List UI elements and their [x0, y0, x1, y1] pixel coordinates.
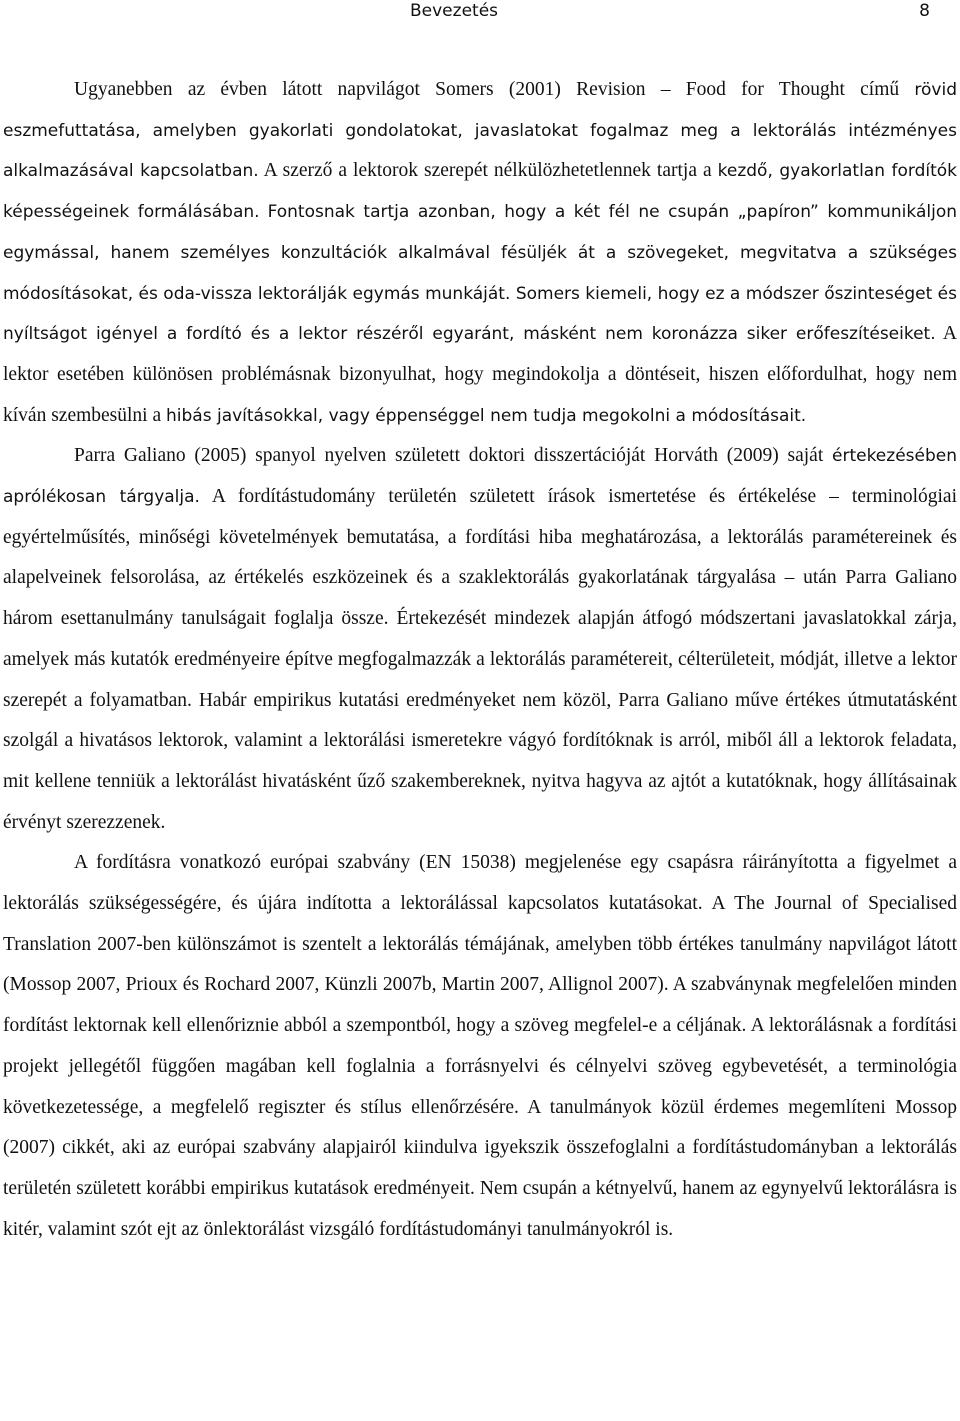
text-run — [260, 201, 268, 222]
paragraph-1 — [3, 70, 957, 436]
text-run: Fontosnak tartja azonban, hogy a két fél ne csupán „papíron” kommunikáljon egymással, hanem személyes konzultációk alkalmával fésüljék át a szövegeket, megvitatva a szükséges módosításokat, és oda-vissza lektorálják egymás munkáját. Somers kiemeli, hogy ez a módszer őszinteséget és nyíltságot igényel a fordító és a lektor részéről egyaránt, másként nem koronázza siker erőfeszítéseiket. — [3, 202, 957, 345]
text-run: kezdő, gyakorlatlan fordítók képességeinek formálásában. — [3, 161, 958, 223]
text-run: rövid eszmefuttatása, amelyben gyakorlati gondolatokat, javaslatokat fogalmaz meg a lektorálás intézményes alkalmazásával kapcsolatban. — [3, 80, 957, 182]
chapter-title: Bevezetés — [410, 1, 499, 21]
paragraph-3 — [3, 843, 957, 1250]
running-header — [0, 0, 960, 26]
text-run: Ugyanebben az évben látott napvilágot Somers (2001) Revision – Food for Thought című — [74, 79, 915, 100]
paragraph-2 — [3, 436, 957, 843]
text-run: A fordításra vonatkozó európai szabvány (EN 15038) megjelenése egy csapásra ráirányította a figyelmet a lektorálás szükségességére, és újára indította a lektorálással kapcsolatos kutatásokat. A The Journal of Specialised Translation 2007-ben különszámot is szentelt a lektorálás témájának, amelyben több értékes tanulmány napvilágot látott (Mossop 2007, Prioux és Rochard 2007, Künzli 2007b, Martin 2007, Allignol 2007). A szabványnak megfelelően minden fordítást lektornak kell ellenőriznie abból a szempontból, hogy a szöveg megfelel-e a céljának. A lektorálásnak a fordítási projekt jellegétől függően magában kell foglalnia a forrásnyelvi és célnyelvi szöveg egybevetését, a terminológia következetessége, a megfelelő regiszter és stílus ellenőrzésére. A tanulmányok közül érdemes megemlíteni Mossop (2007) cikkét, aki az európai szabvány alapjairól kiindulva igyekszik összefoglalni a fordítástudományban a lektorálás területén született korábbi empirikus kutatások eredményeit. Nem csupán a kétnyelvű, hanem az egynyelvű lektorálásra is kitér, valamint szót ejt az önlektorálást vizsgáló fordítástudományi tanulmányokról is. — [3, 852, 957, 1240]
body-text — [3, 70, 957, 1250]
text-run: hibás javításokkal, vagy éppenséggel nem tudja megokolni a módosításait. — [166, 405, 807, 426]
text-run: A lektor esetében különösen problémásnak bizonyulhat, hogy megindokolja a döntéseit, hiszen előfordulhat, hogy nem kíván szembesülni a — [3, 323, 957, 426]
text-run: A fordítástudomány területén született írások ismertetése és értékelése – terminológiai egyértelműsítés, minőségi követelmények bemutatása, a fordítási hiba meghatározása, a lektorálás paramétereinek és alapelveinek felsorolása, az értékelés eszközeinek és a szaklektorálás gyakorlatának tárgyalása – után Parra Galiano három esettanulmány tanulságait foglalja össze. Értekezését mindezek alapján átfogó módszertani javaslatokkal zárja, amelyek más kutatók eredményeire építve megfogalmazzák a lektorálás paramétereit, célterületeit, módját, illetve a lektor szerepét a folyamatban. Habár empirikus kutatási eredményeket nem közöl, Parra Galiano műve értékes útmutatásként szolgál a hivatásos lektorok, valamint a lektorálási ismeretekre vágyó fordítóknak is arról, miből áll a lektorok feladata, mit kellene tenniük a lektorálást hivatásként űző szakembereknek, nyitva hagyva az ajtót a kutatóknak, hogy állításainak érvényt szerezzenek. — [3, 486, 957, 833]
text-run: A szerző a lektorok szerepét nélkülözhetetlennek tartja a — [258, 160, 718, 182]
text-run: Parra Galiano (2005) spanyol nyelven született doktori disszertációját Horváth (2009) saját — [74, 445, 832, 467]
text-run: értekezésében aprólékosan tárgyalja. — [3, 446, 957, 508]
page-number: 8 — [919, 1, 930, 21]
